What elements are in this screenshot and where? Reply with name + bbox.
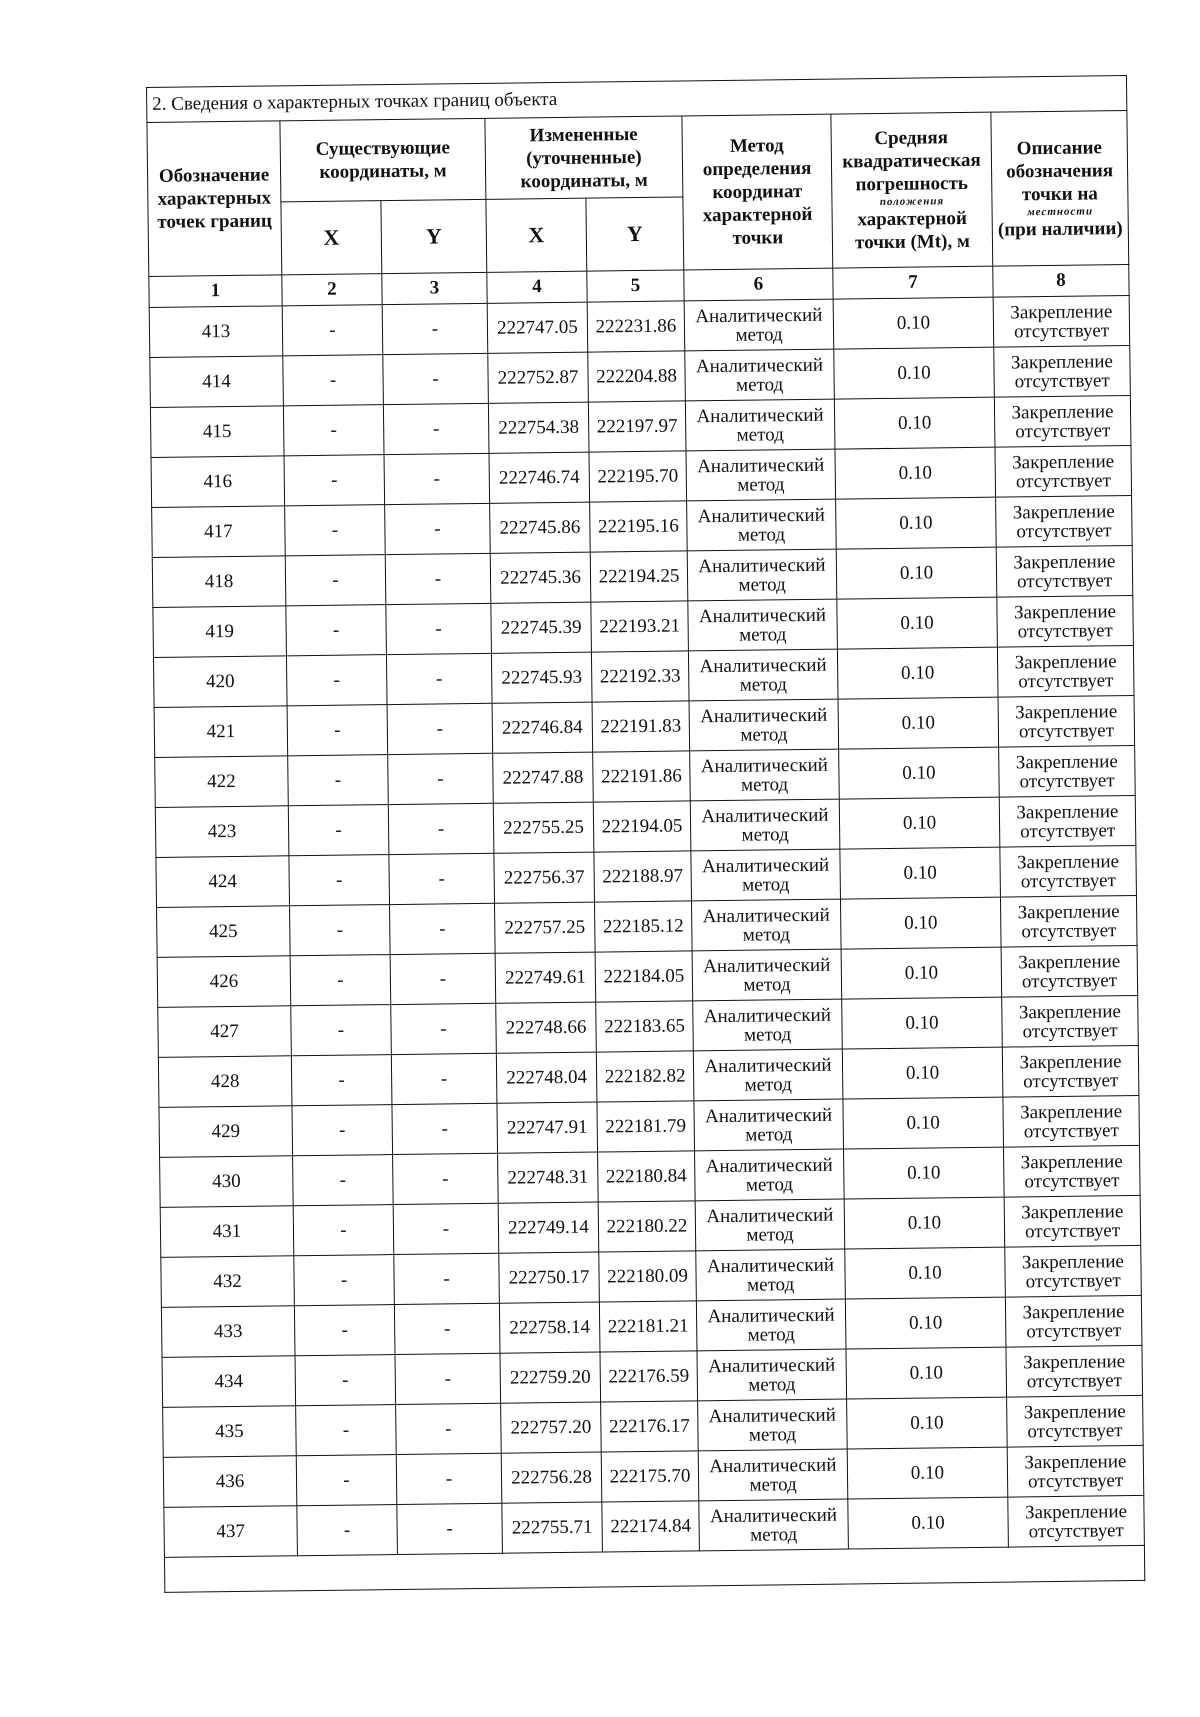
existing-x-cell: - (284, 455, 385, 506)
existing-x-cell: - (290, 905, 391, 956)
existing-x-cell: - (296, 1455, 397, 1506)
changed-x-cell: 222748.04 (496, 1052, 597, 1103)
changed-y-cell: 222182.82 (596, 1051, 694, 1102)
method-cell: Аналитический метод (698, 1449, 848, 1501)
existing-x-cell: - (288, 755, 389, 806)
point-id-cell: 421 (154, 706, 288, 758)
description-cell: Закрепление отсутствует (1006, 1345, 1143, 1397)
header-point-designation: Обозначение характерных точек границ (147, 121, 282, 277)
point-id-cell: 428 (158, 1056, 292, 1108)
changed-x-cell: 222759.20 (500, 1352, 601, 1403)
existing-y-cell: - (387, 703, 493, 754)
existing-x-cell: - (295, 1355, 396, 1406)
changed-x-cell: 222756.28 (501, 1452, 602, 1503)
description-cell: Закрепление отсутствует (999, 745, 1136, 797)
mean-error-cell: 0.10 (842, 1047, 1003, 1099)
existing-x-cell: - (293, 1205, 394, 1256)
header-mean-error-top: Средняя квадратическая погрешность (842, 127, 981, 196)
description-cell: Закрепление отсутствует (996, 495, 1133, 547)
method-cell: Аналитический метод (695, 1199, 845, 1251)
existing-x-cell: - (293, 1155, 394, 1206)
method-cell: Аналитический метод (690, 749, 840, 801)
mean-error-cell: 0.10 (839, 747, 1000, 799)
description-cell: Закрепление отсутствует (997, 645, 1134, 697)
mean-error-cell: 0.10 (848, 1497, 1009, 1549)
changed-y-cell: 222191.86 (593, 751, 691, 802)
header-changed-coords: Измененные (уточненные) координаты, м (485, 116, 683, 199)
existing-y-cell: - (394, 1253, 500, 1304)
point-id-cell: 426 (157, 956, 291, 1008)
changed-x-cell: 222745.36 (490, 552, 591, 603)
method-cell: Аналитический метод (696, 1249, 846, 1301)
document-sheet (146, 75, 1144, 1593)
existing-x-cell: - (283, 405, 384, 456)
changed-x-cell: 222745.86 (490, 502, 591, 553)
header-mean-error (831, 112, 993, 268)
mean-error-cell: 0.10 (833, 297, 994, 349)
point-id-cell: 418 (152, 556, 286, 608)
changed-x-cell: 222748.31 (498, 1152, 599, 1203)
point-id-cell: 415 (150, 406, 284, 458)
mean-error-cell: 0.10 (836, 497, 997, 549)
changed-x-cell: 222747.05 (487, 302, 588, 353)
changed-y-cell: 222193.21 (591, 601, 689, 652)
point-id-cell: 420 (153, 656, 287, 708)
method-cell: Аналитический метод (686, 449, 836, 501)
changed-x-cell: 222752.87 (488, 352, 589, 403)
header-existing-x: X (281, 201, 382, 275)
point-id-cell: 414 (150, 356, 284, 408)
existing-y-cell: - (392, 1103, 498, 1154)
header-description (991, 111, 1129, 267)
changed-x-cell: 222746.84 (492, 702, 593, 753)
existing-y-cell: - (383, 353, 489, 404)
existing-y-cell: - (391, 1053, 497, 1104)
point-id-cell: 417 (152, 506, 286, 558)
existing-x-cell: - (296, 1405, 397, 1456)
description-cell: Закрепление отсутствует (1005, 1245, 1142, 1297)
existing-x-cell: - (294, 1255, 395, 1306)
mean-error-cell: 0.10 (845, 1247, 1006, 1299)
existing-y-cell: - (388, 803, 494, 854)
method-cell: Аналитический метод (685, 399, 835, 451)
column-number: 4 (487, 271, 587, 303)
changed-y-cell: 222195.70 (589, 451, 687, 502)
method-cell: Аналитический метод (697, 1349, 847, 1401)
method-cell: Аналитический метод (691, 899, 841, 951)
changed-x-cell: 222754.38 (488, 402, 589, 453)
existing-y-cell: - (383, 403, 489, 454)
existing-x-cell: - (289, 855, 390, 906)
point-id-cell: 437 (164, 1506, 298, 1558)
description-cell: Закрепление отсутствует (1001, 945, 1138, 997)
changed-y-cell: 222184.05 (595, 951, 693, 1002)
mean-error-cell: 0.10 (847, 1397, 1008, 1449)
mean-error-cell: 0.10 (840, 897, 1001, 949)
mean-error-cell: 0.10 (836, 547, 997, 599)
changed-y-cell: 222180.09 (599, 1251, 697, 1302)
column-number: 3 (382, 272, 487, 304)
changed-y-cell: 222231.86 (587, 301, 685, 352)
point-id-cell: 423 (155, 806, 289, 858)
method-cell: Аналитический метод (691, 849, 841, 901)
method-cell: Аналитический метод (687, 549, 837, 601)
header-existing-y: Y (381, 199, 487, 273)
changed-x-cell: 222756.37 (494, 852, 595, 903)
existing-x-cell: - (282, 305, 383, 356)
method-cell: Аналитический метод (689, 699, 839, 751)
column-number: 2 (282, 274, 382, 306)
description-cell: Закрепление отсутствует (998, 695, 1135, 747)
description-cell: Закрепление отсутствует (1000, 895, 1137, 947)
existing-x-cell: - (285, 505, 386, 556)
mean-error-cell: 0.10 (845, 1297, 1006, 1349)
method-cell: Аналитический метод (692, 949, 842, 1001)
existing-y-cell: - (393, 1153, 499, 1204)
changed-x-cell: 222747.91 (497, 1102, 598, 1153)
changed-x-cell: 222746.74 (489, 452, 590, 503)
method-cell: Аналитический метод (690, 799, 840, 851)
existing-y-cell: - (388, 753, 494, 804)
existing-x-cell: - (291, 1005, 392, 1056)
changed-x-cell: 222747.88 (493, 752, 594, 803)
existing-x-cell: - (290, 955, 391, 1006)
existing-y-cell: - (382, 303, 488, 354)
changed-x-cell: 222748.66 (496, 1002, 597, 1053)
column-number: 8 (993, 265, 1129, 298)
header-description-mid: местности (1027, 204, 1094, 218)
mean-error-cell: 0.10 (846, 1347, 1007, 1399)
method-cell: Аналитический метод (695, 1149, 845, 1201)
existing-y-cell: - (397, 1503, 503, 1554)
changed-x-cell: 222755.25 (493, 802, 594, 853)
description-cell: Закрепление отсутствует (1004, 1145, 1141, 1197)
existing-y-cell: - (394, 1303, 500, 1354)
mean-error-cell: 0.10 (847, 1447, 1008, 1499)
point-id-cell: 431 (160, 1206, 294, 1258)
description-cell: Закрепление отсутствует (1007, 1445, 1144, 1497)
existing-x-cell: - (292, 1105, 393, 1156)
point-id-cell: 435 (163, 1406, 297, 1458)
mean-error-cell: 0.10 (841, 947, 1002, 999)
changed-x-cell: 222758.14 (499, 1302, 600, 1353)
header-description-bottom: (при наличии) (997, 217, 1123, 241)
changed-x-cell: 222755.71 (502, 1502, 603, 1553)
existing-y-cell: - (386, 603, 492, 654)
changed-x-cell: 222749.14 (498, 1202, 599, 1253)
existing-y-cell: - (389, 853, 495, 904)
changed-y-cell: 222185.12 (594, 901, 692, 952)
mean-error-cell: 0.10 (834, 347, 995, 399)
description-cell: Закрепление отсутствует (994, 346, 1131, 398)
description-cell: Закрепление отсутствует (1007, 1395, 1144, 1447)
changed-y-cell: 222176.59 (600, 1351, 698, 1402)
method-cell: Аналитический метод (688, 649, 838, 701)
method-cell: Аналитический метод (698, 1399, 848, 1451)
point-id-cell: 424 (156, 856, 290, 908)
description-cell: Закрепление отсутствует (1000, 845, 1137, 897)
point-id-cell: 427 (158, 1006, 292, 1058)
changed-y-cell: 222181.79 (597, 1101, 695, 1152)
method-cell: Аналитический метод (699, 1499, 849, 1551)
changed-y-cell: 222197.97 (588, 401, 686, 452)
mean-error-cell: 0.10 (843, 1097, 1004, 1149)
mean-error-cell: 0.10 (844, 1197, 1005, 1249)
existing-y-cell: - (396, 1403, 502, 1454)
header-mean-error-mid: положения (879, 195, 945, 209)
existing-x-cell: - (283, 355, 384, 406)
header-mean-error-bottom: характерной точки (Mt), м (854, 207, 970, 254)
existing-y-cell: - (395, 1353, 501, 1404)
mean-error-cell: 0.10 (837, 647, 998, 699)
column-number: 1 (149, 275, 282, 308)
header-changed-x: X (486, 198, 587, 272)
point-id-cell: 433 (161, 1306, 295, 1358)
changed-x-cell: 222745.93 (491, 652, 592, 703)
existing-x-cell: - (286, 655, 387, 706)
point-id-cell: 416 (151, 456, 285, 508)
description-cell: Закрепление отсутствует (1004, 1195, 1141, 1247)
existing-x-cell: - (291, 1055, 392, 1106)
changed-y-cell: 222188.97 (594, 851, 692, 902)
table-title: 2. Сведения о характерных точках границ объекта (147, 76, 1127, 123)
description-cell: Закрепление отсутствует (1003, 1095, 1140, 1147)
changed-y-cell: 222181.21 (599, 1301, 697, 1352)
changed-y-cell: 222204.88 (588, 351, 686, 402)
changed-x-cell: 222749.61 (495, 952, 596, 1003)
existing-y-cell: - (390, 903, 496, 954)
changed-y-cell: 222180.22 (598, 1201, 696, 1252)
existing-x-cell: - (288, 805, 389, 856)
table-body (149, 296, 1144, 1558)
changed-y-cell: 222195.16 (590, 501, 688, 552)
point-id-cell: 436 (163, 1456, 297, 1508)
existing-y-cell: - (385, 553, 491, 604)
changed-y-cell: 222192.33 (591, 651, 689, 702)
column-number: 6 (684, 268, 833, 301)
existing-x-cell: - (287, 705, 388, 756)
changed-y-cell: 222180.84 (598, 1151, 696, 1202)
description-cell: Закрепление отсутствует (1002, 1045, 1139, 1097)
mean-error-cell: 0.10 (837, 597, 998, 649)
header-existing-coords: Существующие координаты, м (280, 118, 486, 201)
existing-x-cell: - (285, 555, 386, 606)
method-cell: Аналитический метод (696, 1299, 846, 1351)
method-cell: Аналитический метод (688, 599, 838, 651)
existing-x-cell: - (294, 1305, 395, 1356)
mean-error-cell: 0.10 (834, 397, 995, 449)
existing-x-cell: - (286, 605, 387, 656)
description-cell: Закрепление отсутствует (993, 296, 1130, 348)
changed-y-cell: 222194.25 (590, 551, 688, 602)
point-id-cell: 434 (162, 1356, 296, 1408)
existing-y-cell: - (384, 453, 490, 504)
point-id-cell: 425 (157, 906, 291, 958)
description-cell: Закрепление отсутствует (999, 795, 1136, 847)
header-method: Метод определения координат характерной точки (682, 114, 833, 270)
mean-error-cell: 0.10 (844, 1147, 1005, 1199)
column-number: 5 (587, 270, 684, 302)
point-id-cell: 413 (149, 306, 283, 358)
description-cell: Закрепление отсутствует (996, 545, 1133, 597)
method-cell: Аналитический метод (693, 1049, 843, 1101)
changed-y-cell: 222174.84 (602, 1501, 700, 1552)
point-id-cell: 422 (155, 756, 289, 808)
mean-error-cell: 0.10 (842, 997, 1003, 1049)
description-cell: Закрепление отсутствует (997, 595, 1134, 647)
description-cell: Закрепление отсутствует (995, 445, 1132, 497)
characteristic-points-table (146, 75, 1145, 1593)
method-cell: Аналитический метод (685, 349, 835, 401)
description-cell: Закрепление отсутствует (1008, 1495, 1145, 1547)
mean-error-cell: 0.10 (839, 797, 1000, 849)
existing-y-cell: - (385, 503, 491, 554)
mean-error-cell: 0.10 (838, 697, 999, 749)
header-changed-y: Y (586, 197, 684, 271)
method-cell: Аналитический метод (684, 299, 834, 351)
existing-y-cell: - (390, 953, 496, 1004)
mean-error-cell: 0.10 (840, 847, 1001, 899)
changed-y-cell: 222194.05 (593, 801, 691, 852)
changed-x-cell: 222745.39 (491, 602, 592, 653)
description-cell: Закрепление отсутствует (1002, 995, 1139, 1047)
changed-x-cell: 222750.17 (499, 1252, 600, 1303)
description-cell: Закрепление отсутствует (1005, 1295, 1142, 1347)
method-cell: Аналитический метод (694, 1099, 844, 1151)
point-id-cell: 432 (161, 1256, 295, 1308)
changed-y-cell: 222183.65 (596, 1001, 694, 1052)
existing-y-cell: - (396, 1453, 502, 1504)
description-cell: Закрепление отсутствует (994, 395, 1131, 447)
mean-error-cell: 0.10 (835, 447, 996, 499)
changed-y-cell: 222176.17 (601, 1401, 699, 1452)
existing-y-cell: - (386, 653, 492, 704)
changed-y-cell: 222175.70 (601, 1451, 699, 1502)
changed-y-cell: 222191.83 (592, 701, 690, 752)
existing-x-cell: - (297, 1505, 398, 1556)
point-id-cell: 430 (160, 1156, 294, 1208)
changed-x-cell: 222757.20 (501, 1402, 602, 1453)
point-id-cell: 429 (159, 1106, 293, 1158)
method-cell: Аналитический метод (693, 999, 843, 1051)
point-id-cell: 419 (153, 606, 287, 658)
header-description-top: Описание обозначения точки на (1006, 136, 1114, 205)
changed-x-cell: 222757.25 (494, 902, 595, 953)
existing-y-cell: - (391, 1003, 497, 1054)
existing-y-cell: - (393, 1203, 499, 1254)
column-number: 7 (833, 266, 993, 299)
method-cell: Аналитический метод (687, 499, 837, 551)
